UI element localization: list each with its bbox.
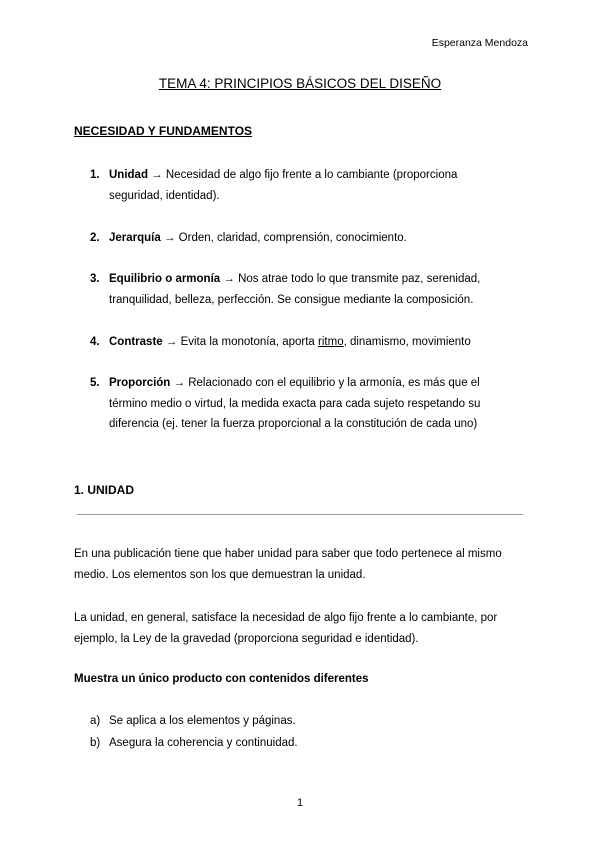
list-item-text: , dinamismo, movimiento (343, 336, 471, 348)
list-item (74, 165, 514, 206)
horizontal-divider (77, 514, 523, 515)
list-item-text: Se aplica a los elementos y páginas. (109, 715, 296, 727)
header-author: Esperanza Mendoza (431, 37, 528, 49)
list-item-number: 3. (90, 273, 100, 285)
underlined-word: ritmo (318, 336, 344, 348)
list-item-number: 4. (90, 336, 100, 348)
list-item-term: Jerarquía (109, 232, 161, 244)
page-number: 1 (296, 797, 304, 809)
list-item-term: Equilibrio o armonía (109, 273, 221, 285)
list-item-label: a) (90, 715, 101, 727)
list-item (74, 373, 514, 435)
list-item-text: → Nos atrae todo lo que transmite paz, serenidad, tranquilidad, belleza, perfección. Se consigue mediante la composición. (109, 273, 481, 306)
list-item-term: Contraste (109, 336, 163, 348)
section-heading-unidad: 1. UNIDAD (74, 483, 135, 497)
list-item-text: → Necesidad de algo fijo frente a lo cambiante (proporciona seguridad, identidad). (109, 169, 458, 202)
document-title: TEMA 4: PRINCIPIOS BÁSICOS DEL DISEÑO (158, 76, 442, 91)
paragraph: En una publicación tiene que haber unidad para saber que todo pertenece al mismo medio. Los elementos son los que demuestran la unidad. (74, 548, 502, 581)
list-item-term: Proporción (109, 377, 171, 389)
paragraph: La unidad, en general, satisface la necesidad de algo fijo frente a lo cambiante, por ejemplo, la Ley de la gravedad (proporciona seguridad e identidad). (74, 612, 498, 645)
list-item-text: → Evita la monotonía, aporta (162, 336, 319, 348)
list-item (74, 269, 514, 310)
list-item-text: → Orden, claridad, comprensión, conocimiento. (160, 232, 407, 244)
list-item-number: 2. (90, 232, 100, 244)
list-item-number: 5. (90, 377, 100, 389)
list-item-text: → Relacionado con el equilibrio y la armonía, es más que el término medio o virtud, la medida exacta para cada sujeto respetando su diferencia (ej. tener la fuerza proporcional a la constitución de cada uno) (109, 377, 481, 430)
subheading: Muestra un único producto con contenidos diferentes (74, 673, 369, 685)
list-item-text: Asegura la coherencia y continuidad. (109, 737, 298, 749)
list-item-number: 1. (90, 169, 100, 181)
section-heading-fundamentos: NECESIDAD Y FUNDAMENTOS (74, 124, 253, 138)
list-item-term: Unidad (109, 169, 148, 181)
list-item-label: b) (90, 737, 101, 749)
list-item (74, 228, 514, 249)
list-item (74, 332, 514, 353)
